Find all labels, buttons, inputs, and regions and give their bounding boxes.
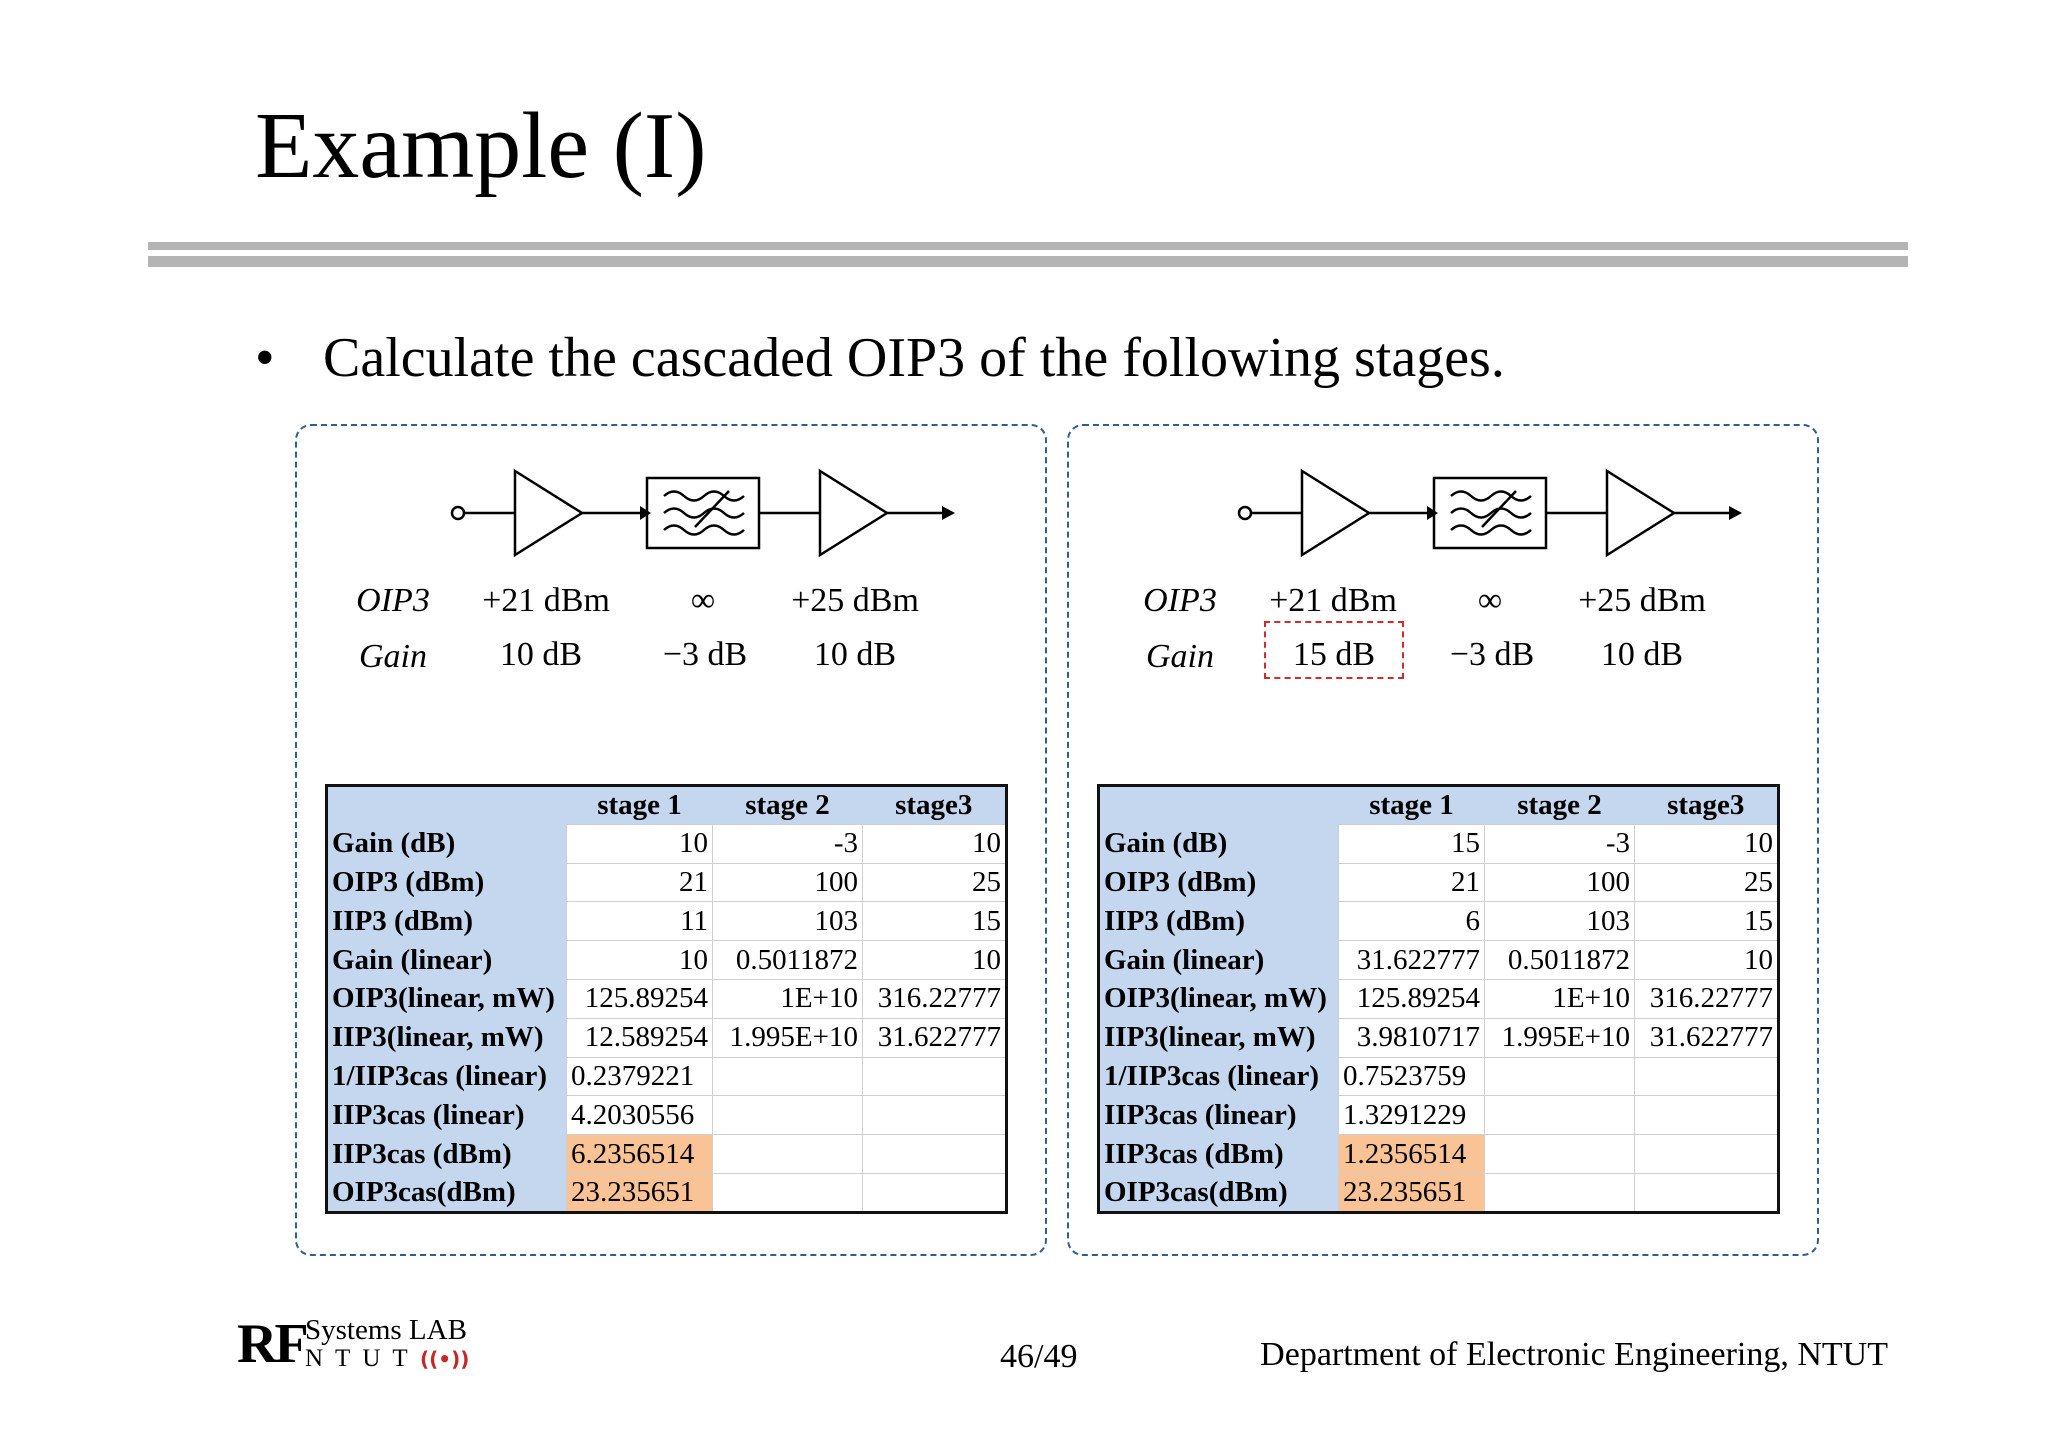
table-cell: 0.2379221: [567, 1057, 713, 1096]
stage3-gain-value: 10 dB: [1600, 636, 1684, 673]
page-number: 46/49: [1000, 1338, 1078, 1375]
table-cell: 103: [713, 902, 863, 941]
table-cell: 21: [1339, 863, 1485, 902]
table-header-cell: stage 2: [713, 786, 863, 825]
table-cell: 1.3291229: [1339, 1096, 1485, 1135]
table-row: [1099, 941, 1779, 980]
table-cell: 103: [1485, 902, 1635, 941]
table-cell: 10: [567, 941, 713, 980]
stage1-gain-value: 10 dB: [499, 636, 583, 673]
table-cell: 21: [567, 863, 713, 902]
row-label: OIP3cas(dBm): [327, 1173, 567, 1212]
table-cell: 0.5011872: [1485, 941, 1635, 980]
stage3-oip3-value: +25 dBm: [1578, 582, 1706, 619]
amplifier-icon: [1607, 471, 1674, 555]
row-label: IIP3(linear, mW): [327, 1018, 567, 1057]
table-cell: 10: [1635, 941, 1779, 980]
table-cell: [713, 1096, 863, 1135]
row-label: IIP3(linear, mW): [1099, 1018, 1339, 1057]
table-row: [1099, 979, 1779, 1018]
signal-wave-icon: ((•)): [420, 1347, 470, 1371]
row-label: IIP3 (dBm): [327, 902, 567, 941]
highlighted-result-cell: 23.235651: [1339, 1173, 1485, 1212]
row-label: IIP3cas (linear): [1099, 1096, 1339, 1135]
table-cell: 1E+10: [713, 979, 863, 1018]
highlighted-result-cell: 6.2356514: [567, 1135, 713, 1174]
gain-row-label: Gain: [359, 638, 427, 675]
row-label: OIP3(linear, mW): [1099, 979, 1339, 1018]
row-label: IIP3cas (linear): [327, 1096, 567, 1135]
row-label: IIP3 (dBm): [1099, 902, 1339, 941]
row-label: IIP3cas (dBm): [1099, 1135, 1339, 1174]
gain-row-label: Gain: [1146, 638, 1214, 675]
input-port-icon: [1239, 507, 1251, 519]
table-cell: 1.995E+10: [713, 1018, 863, 1057]
slide-title: Example (I): [255, 94, 707, 198]
table-cell: [863, 1135, 1007, 1174]
output-arrow-icon: [1729, 506, 1742, 520]
table-row: [1099, 863, 1779, 902]
table-row: [327, 902, 1007, 941]
table-cell: [1485, 1135, 1635, 1174]
table-cell: [713, 1057, 863, 1096]
bullet-text: Calculate the cascaded OIP3 of the following stages.: [323, 327, 1505, 389]
table-cell: 3.9810717: [1339, 1018, 1485, 1057]
logo-rf-mark: RF: [237, 1313, 306, 1375]
table-row: [327, 1096, 1007, 1135]
amplifier-icon: [1302, 471, 1369, 555]
title-rule-thick: [148, 256, 1908, 267]
department-footer: Department of Electronic Engineering, NTUT: [1260, 1336, 1888, 1373]
table-row: [1099, 824, 1779, 863]
stage1-oip3-value: +21 dBm: [482, 582, 610, 619]
title-rule-thin: [148, 242, 1908, 250]
stage2-gain-value: −3 dB: [662, 636, 748, 673]
arrow-head-icon: [640, 506, 651, 520]
row-label: OIP3 (dBm): [327, 863, 567, 902]
oip3-row-label: OIP3: [1143, 582, 1217, 619]
bullet-item: [255, 325, 1505, 392]
stage2-oip3-value: ∞: [1477, 582, 1503, 619]
table-cell: 10: [1635, 824, 1779, 863]
arrow-head-icon: [1427, 506, 1438, 520]
amplifier-icon: [515, 471, 582, 555]
table-header-cell: stage 2: [1485, 786, 1635, 825]
table-row: [327, 979, 1007, 1018]
table-cell: 100: [1485, 863, 1635, 902]
table-row: [1099, 1135, 1779, 1174]
table-cell: [713, 1173, 863, 1212]
table-cell: 125.89254: [567, 979, 713, 1018]
table-row: [327, 863, 1007, 902]
table-cell: 15: [1339, 824, 1485, 863]
row-label: OIP3 (dBm): [1099, 863, 1339, 902]
table-row: [1099, 1018, 1779, 1057]
table-cell: [863, 1173, 1007, 1212]
table-cell: [863, 1096, 1007, 1135]
logo-systems-text: Systems LAB: [305, 1314, 467, 1346]
table-row: [1099, 902, 1779, 941]
table-row: [327, 941, 1007, 980]
table-cell: 100: [713, 863, 863, 902]
stage2-gain-value: −3 dB: [1449, 636, 1535, 673]
table-cell: -3: [713, 824, 863, 863]
row-label: Gain (dB): [1099, 824, 1339, 863]
cascade-table-left: [325, 784, 1008, 1214]
table-cell: [863, 1057, 1007, 1096]
table-cell: 1.995E+10: [1485, 1018, 1635, 1057]
table-cell: 12.589254: [567, 1018, 713, 1057]
table-header-cell: [327, 786, 567, 825]
table-cell: 6: [1339, 902, 1485, 941]
row-label: Gain (linear): [1099, 941, 1339, 980]
row-label: OIP3(linear, mW): [327, 979, 567, 1018]
table-row: [327, 1173, 1007, 1212]
row-label: Gain (linear): [327, 941, 567, 980]
table-header-cell: stage 1: [1339, 786, 1485, 825]
lab-logo: [237, 1313, 497, 1376]
table-cell: 4.2030556: [567, 1096, 713, 1135]
input-port-icon: [452, 507, 464, 519]
table-cell: 316.22777: [863, 979, 1007, 1018]
example-panel-right: [1067, 424, 1819, 1256]
table-header-cell: stage3: [1635, 786, 1779, 825]
row-label: 1/IIP3cas (linear): [327, 1057, 567, 1096]
table-header-row: [1099, 786, 1779, 825]
output-arrow-icon: [942, 506, 955, 520]
table-cell: [1485, 1096, 1635, 1135]
cascade-table-right: [1097, 784, 1780, 1214]
example-panel-left: [295, 424, 1047, 1256]
table-row: [327, 1057, 1007, 1096]
row-label: IIP3cas (dBm): [327, 1135, 567, 1174]
table-cell: [1635, 1135, 1779, 1174]
stage1-gain-value: 15 dB: [1292, 636, 1376, 673]
table-cell: 10: [567, 824, 713, 863]
row-label: 1/IIP3cas (linear): [1099, 1057, 1339, 1096]
table-cell: 1E+10: [1485, 979, 1635, 1018]
table-row: [327, 1135, 1007, 1174]
amplifier-icon: [820, 471, 887, 555]
oip3-row-label: OIP3: [356, 582, 430, 619]
table-cell: [1485, 1057, 1635, 1096]
table-cell: 15: [863, 902, 1007, 941]
table-cell: -3: [1485, 824, 1635, 863]
table-cell: 125.89254: [1339, 979, 1485, 1018]
highlighted-result-cell: 1.2356514: [1339, 1135, 1485, 1174]
row-label: OIP3cas(dBm): [1099, 1173, 1339, 1212]
table-cell: [1635, 1096, 1779, 1135]
table-cell: 31.622777: [863, 1018, 1007, 1057]
table-cell: 10: [863, 824, 1007, 863]
table-header-cell: [1099, 786, 1339, 825]
table-cell: 25: [1635, 863, 1779, 902]
table-cell: 31.622777: [1635, 1018, 1779, 1057]
table-cell: [713, 1135, 863, 1174]
table-cell: 0.7523759: [1339, 1057, 1485, 1096]
table-row: [1099, 1173, 1779, 1212]
table-cell: 11: [567, 902, 713, 941]
table-cell: 0.5011872: [713, 941, 863, 980]
table-header-row: [327, 786, 1007, 825]
table-cell: 15: [1635, 902, 1779, 941]
stage1-oip3-value: +21 dBm: [1269, 582, 1397, 619]
row-label: Gain (dB): [327, 824, 567, 863]
table-row: [1099, 1096, 1779, 1135]
table-row: [1099, 1057, 1779, 1096]
table-row: [327, 824, 1007, 863]
stage3-oip3-value: +25 dBm: [791, 582, 919, 619]
highlighted-result-cell: 23.235651: [567, 1173, 713, 1212]
table-header-cell: stage3: [863, 786, 1007, 825]
stage3-gain-value: 10 dB: [813, 636, 897, 673]
table-row: [327, 1018, 1007, 1057]
table-header-cell: stage 1: [567, 786, 713, 825]
table-cell: 316.22777: [1635, 979, 1779, 1018]
table-cell: [1485, 1173, 1635, 1212]
table-cell: 25: [863, 863, 1007, 902]
stage2-oip3-value: ∞: [690, 582, 716, 619]
table-cell: 10: [863, 941, 1007, 980]
bullet-symbol: •: [255, 327, 275, 389]
table-cell: 31.622777: [1339, 941, 1485, 980]
table-cell: [1635, 1173, 1779, 1212]
logo-ntut-text: NTUT: [305, 1345, 420, 1372]
table-cell: [1635, 1057, 1779, 1096]
